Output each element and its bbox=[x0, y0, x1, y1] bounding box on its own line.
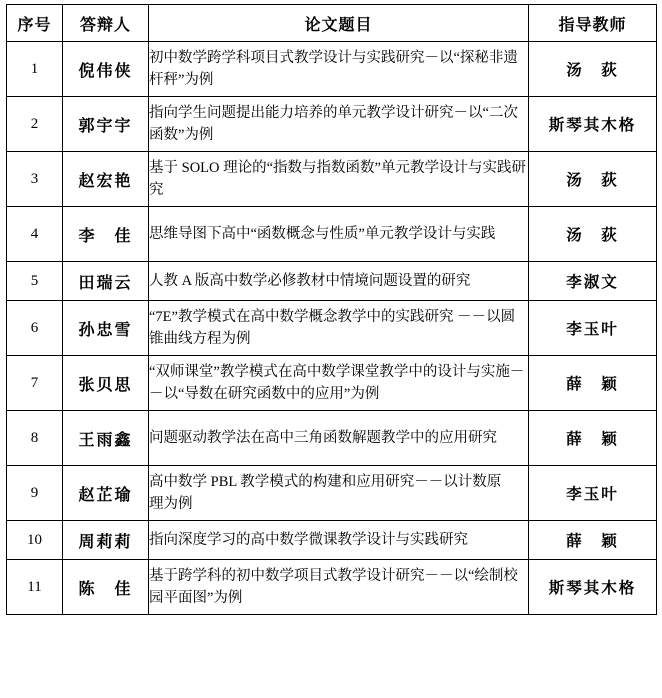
row-no: 9 bbox=[7, 466, 63, 521]
row-no: 2 bbox=[7, 97, 63, 152]
table-row bbox=[7, 152, 657, 207]
row-presenter: 赵芷瑜 bbox=[63, 466, 149, 521]
row-thesis-title: “双师课堂”教学模式在高中数学课堂教学中的设计与实施－－以“导数在研究函数中的应用”为例 bbox=[149, 356, 529, 411]
row-advisor: 李淑文 bbox=[529, 262, 657, 301]
table-row bbox=[7, 411, 657, 466]
column-header-no: 序号 bbox=[7, 5, 63, 42]
row-thesis-title: 基于跨学科的初中数学项目式教学设计研究－－以“绘制校园平面图”为例 bbox=[149, 560, 529, 615]
row-presenter: 赵宏艳 bbox=[63, 152, 149, 207]
row-presenter: 陈 佳 bbox=[63, 560, 149, 615]
row-no: 6 bbox=[7, 301, 63, 356]
row-advisor: 薛 颖 bbox=[529, 411, 657, 466]
row-presenter: 田瑞云 bbox=[63, 262, 149, 301]
row-thesis-title: 指向深度学习的高中数学微课教学设计与实践研究 bbox=[149, 521, 529, 560]
row-no: 7 bbox=[7, 356, 63, 411]
table-row bbox=[7, 42, 657, 97]
row-presenter: 周莉莉 bbox=[63, 521, 149, 560]
row-presenter: 郭宇宇 bbox=[63, 97, 149, 152]
table-row bbox=[7, 207, 657, 262]
table-row bbox=[7, 301, 657, 356]
row-thesis-title: “7E”教学模式在高中数学概念教学中的实践研究 －－以圆锥曲线方程为例 bbox=[149, 301, 529, 356]
table-row bbox=[7, 356, 657, 411]
row-thesis-title: 高中数学 PBL 教学模式的构建和应用研究－－以计数原 理为例 bbox=[149, 466, 529, 521]
row-presenter: 张贝思 bbox=[63, 356, 149, 411]
table-row bbox=[7, 97, 657, 152]
row-advisor: 汤 荻 bbox=[529, 207, 657, 262]
row-advisor: 汤 荻 bbox=[529, 42, 657, 97]
defense-table bbox=[6, 4, 657, 615]
row-no: 8 bbox=[7, 411, 63, 466]
column-header-advisor: 指导教师 bbox=[529, 5, 657, 42]
row-advisor: 汤 荻 bbox=[529, 152, 657, 207]
row-no: 4 bbox=[7, 207, 63, 262]
row-no: 1 bbox=[7, 42, 63, 97]
row-presenter: 王雨鑫 bbox=[63, 411, 149, 466]
column-header-thesis-title: 论文题目 bbox=[149, 5, 529, 42]
row-presenter: 李 佳 bbox=[63, 207, 149, 262]
row-thesis-title: 思维导图下高中“函数概念与性质”单元教学设计与实践 bbox=[149, 207, 529, 262]
row-presenter: 倪伟侠 bbox=[63, 42, 149, 97]
table-header-row bbox=[7, 5, 657, 42]
table-row bbox=[7, 466, 657, 521]
table-row bbox=[7, 560, 657, 615]
table-row bbox=[7, 262, 657, 301]
row-advisor: 李玉叶 bbox=[529, 301, 657, 356]
row-thesis-title: 指向学生问题提出能力培养的单元教学设计研究－以“二次函数”为例 bbox=[149, 97, 529, 152]
row-no: 5 bbox=[7, 262, 63, 301]
row-advisor: 薛 颖 bbox=[529, 521, 657, 560]
column-header-presenter: 答辩人 bbox=[63, 5, 149, 42]
row-advisor: 斯琴其木格 bbox=[529, 97, 657, 152]
row-advisor: 薛 颖 bbox=[529, 356, 657, 411]
row-advisor: 斯琴其木格 bbox=[529, 560, 657, 615]
row-thesis-title: 问题驱动教学法在高中三角函数解题教学中的应用研究 bbox=[149, 411, 529, 466]
table-header bbox=[7, 5, 657, 42]
table-row bbox=[7, 521, 657, 560]
row-thesis-title: 人教 A 版高中数学必修教材中情境问题设置的研究 bbox=[149, 262, 529, 301]
row-no: 3 bbox=[7, 152, 63, 207]
row-no: 10 bbox=[7, 521, 63, 560]
table-body bbox=[7, 42, 657, 615]
row-advisor: 李玉叶 bbox=[529, 466, 657, 521]
row-presenter: 孙忠雪 bbox=[63, 301, 149, 356]
row-no: 11 bbox=[7, 560, 63, 615]
row-thesis-title: 基于 SOLO 理论的“指数与指数函数”单元教学设计与实践研究 bbox=[149, 152, 529, 207]
row-thesis-title: 初中数学跨学科项目式教学设计与实践研究－以“探秘非遗杆秤”为例 bbox=[149, 42, 529, 97]
